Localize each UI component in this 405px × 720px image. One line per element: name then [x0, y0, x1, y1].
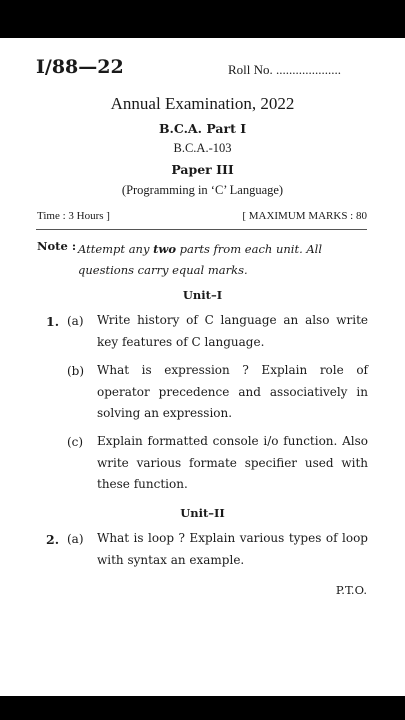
exam-title: Annual Examination, 2022 [110, 94, 295, 113]
question-1-number: 1. [46, 314, 60, 329]
question-1c-label: (c) [67, 435, 84, 449]
course-code: B.C.A.-103 [173, 141, 232, 155]
note-text [78, 239, 370, 281]
question-1a-text: Write history of C language an also write key features of C language. [97, 313, 368, 349]
question-1b-label: (b) [67, 364, 85, 378]
course-name: B.C.A. Part I [158, 121, 247, 136]
question-2-number: 2. [46, 532, 60, 547]
unit-1-heading: Unit–I [182, 288, 223, 302]
note-label: Note : [37, 239, 77, 253]
time-allowed: Time : 3 Hours ] [37, 210, 110, 222]
question-1c-text: Explain formatted console i/o function. Also write various formate specifier used with these function. [97, 434, 368, 491]
note-emphasis: two [153, 242, 176, 256]
roll-number-field: Roll No. .................... [228, 62, 342, 77]
question-2a-label: (a) [67, 532, 84, 546]
subject-name: (Programming in ‘C’ Language) [121, 183, 284, 197]
header-divider [36, 229, 367, 230]
bottom-black-bar [0, 696, 405, 720]
question-1b-text: What is expression ? Explain role of operator precedence and associatively in solving an expression. [97, 363, 368, 420]
paper-code: I/88—22 [36, 56, 124, 78]
question-1a-label: (a) [67, 314, 84, 328]
maximum-marks: [ MAXIMUM MARKS : 80 [242, 210, 367, 222]
note-text-after: parts from each unit. All questions carry equal marks. [78, 242, 323, 277]
unit-2-heading: Unit–II [180, 506, 225, 520]
note-text-before: Attempt any [78, 242, 154, 256]
paper-number: Paper III [171, 162, 234, 177]
please-turn-over: P.T.O. [335, 583, 367, 597]
question-2a-text: What is loop ? Explain various types of loop with syntax an example. [97, 531, 368, 567]
